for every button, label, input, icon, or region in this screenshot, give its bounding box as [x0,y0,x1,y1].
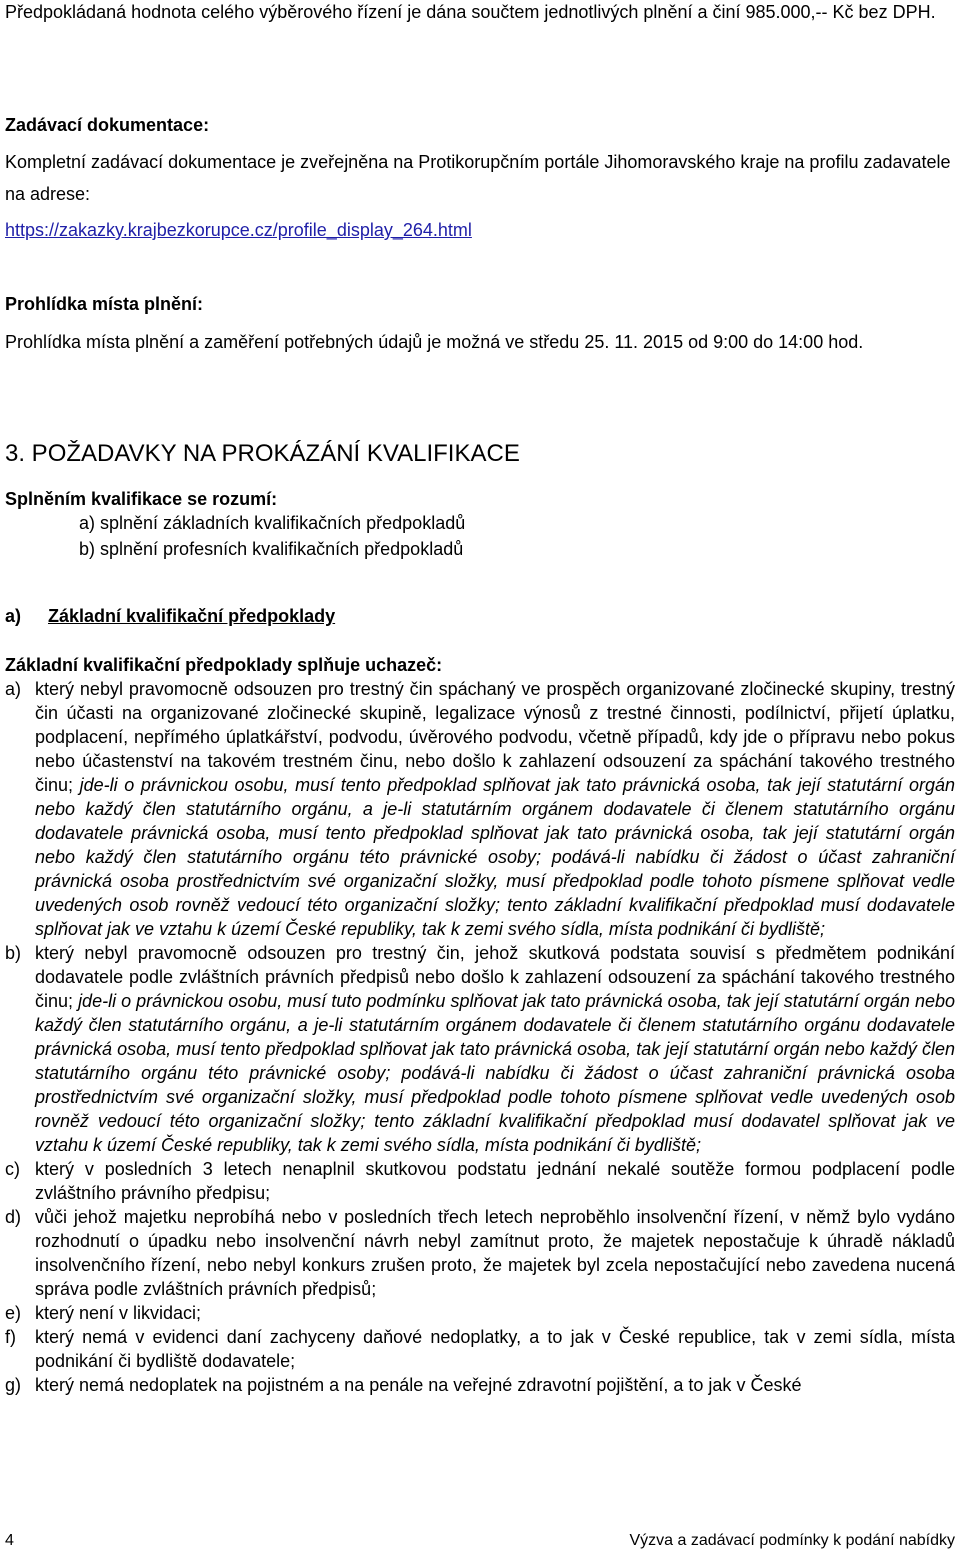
list-item-text: který nemá nedoplatek na pojistném a na penále na veřejné zdravotní pojištění, a to jak v České [35,1375,802,1395]
list-item-text: který nebyl pravomocně odsouzen pro trestný čin spáchaný ve prospěch organizované zločinecké skupiny, trestný čin účasti na organizované zločinecké skupině, legalizace výnosů z trestné činnosti, podílnictví, přijetí úplatku, podplacení, nepřímého úplatkářství, podvodu, úvěrového podvodu, včetně případů, kdy jde o přípravu nebo pokus nebo účastenství na takovém trestném činu, nebo došlo k zahlazení odsouzení za spáchání takového trestného činu; [35,679,955,795]
requirement-f [5,1325,955,1373]
profile-link[interactable]: https://zakazky.krajbezkorupce.cz/profile_display_264.html [5,220,472,240]
footer-doc-title: Výzva a zadávací podmínky k podání nabídky [629,1532,955,1549]
list-item-label: g) [5,1375,22,1395]
subsection-lead: Základní kvalifikační předpoklady splňuje uchazeč: [5,655,443,675]
summary-item-a: a) splnění základních kvalifikačních předpokladů [79,513,466,533]
zadavaci-heading [5,115,209,136]
requirements-list [5,677,955,1397]
requirement-b [5,941,955,1157]
requirement-d [5,1205,955,1301]
intro-paragraph: Předpokládaná hodnota celého výběrového řízení je dána součtem jednotlivých plnění a činí 985.000,-- Kč bez DPH. [5,2,936,22]
list-item-text: který v posledních 3 letech nenaplnil skutkovou podstatu jednání nekalé soutěže formou podplacení podle zvláštního právního předpisu; [35,1159,955,1203]
list-item-italic: jde-li o právnickou osobu, musí tento předpoklad splňovat jak tato právnická osoba, tak její statutární orgán nebo každý člen statutárního orgánu, a je-li statutárním orgánem dodavatele či členem statutárního orgánu dodavatele právnická osoba, musí tento předpoklad splňovat jak tato právnická osoba, tak její statutární orgán nebo každý člen statutárního orgánu této právnické osoby; podává-li nabídku či žádost o účast zahraniční právnická osoba prostřednictvím své organizační složky, musí předpoklad podle tohoto písmene splňovat vedle uvedených osob rovněž vedoucí této organizační složky; tento základní kvalifikační předpoklad musí dodavatele splňovat jak ve vztahu k území České republiky, tak k zemi svého sídla, místa podnikání či bydliště; [35,775,955,939]
list-item-label: a) [5,679,22,699]
list-item-label: b) [5,943,22,963]
list-item-label: d) [5,1207,22,1227]
prohlidka-heading: Prohlídka místa plnění: [5,294,204,314]
qualification-summary-list [79,510,465,562]
requirement-g [5,1373,955,1397]
zadavaci-text: Kompletní zadávací dokumentace je zveřejněna na Protikorupčním portále Jihomoravského kraje na profilu zadavatele na adrese: [5,152,951,204]
requirement-c [5,1157,955,1205]
requirement-a [5,677,955,941]
requirement-e [5,1301,955,1325]
section-title: 3. POŽADAVKY NA PROKÁZÁNÍ KVALIFIKACE [5,440,520,467]
list-item-text: který nemá v evidenci daní zachyceny daňové nedoplatky, a to jak v České republice, tak v zemi sídla, místa podnikání či bydliště dodavatele; [35,1327,955,1371]
list-item-label: e) [5,1303,22,1323]
summary-item-b: b) splnění profesních kvalifikačních předpokladů [79,539,464,559]
zadavaci-heading-text: Zadávací dokumentace: [5,115,210,135]
list-item-text: vůči jehož majetku neprobíhá nebo v posledních třech letech neproběhlo insolvenční řízení, v němž bylo vydáno rozhodnutí o úpadku nebo insolvenční návrh nebyl zamítnut proto, že majetek nepostačuje k úhradě nákladů insolvenčního řízení, nebo nebyl konkurs zrušen proto, že majetek byl zcela nepostačující nebo zavedena nucená správa podle zvláštních právních předpisů; [35,1207,955,1299]
section-intro-heading: Splněním kvalifikace se rozumí: [5,489,278,509]
list-item-label: c) [5,1159,20,1179]
prohlidka-text: Prohlídka místa plnění a zaměření potřebných údajů je možná ve středu 25. 11. 2015 od 9:00 do 14:00 hod. [5,332,864,352]
subsection-label: a) [5,606,22,626]
page-number: 4 [5,1532,14,1549]
subsection-title: Základní kvalifikační předpoklady [48,606,336,626]
list-item-text: který není v likvidaci; [35,1303,202,1323]
list-item-italic: jde-li o právnickou osobu, musí tuto podmínku splňovat jak tato právnická osoba, tak její statutární orgán nebo každý člen statutárního orgánu, a je-li statutárním orgánem dodavatele či členem statutárního orgánu dodavatele právnická osoba, musí tento předpoklad splňovat jak tato právnická osoba, tak její statutární orgán nebo každý člen statutárního orgánu této právnické osoby; podává-li nabídku či žádost o účast zahraniční právnická osoba prostřednictvím své organizační složky, musí předpoklad podle tohoto písmene splňovat vedle uvedených osob rovněž vedoucí této organizační složky; tento základní kvalifikační předpoklad musí dodavatel splňovat jak ve vztahu k území České republiky, tak k zemi svého sídla, místa podnikání či bydliště; [35,991,955,1155]
list-item-label: f) [5,1327,16,1347]
list-item-text: který nebyl pravomocně odsouzen pro trestný čin, jehož skutková podstata souvisí s předmětem podnikání dodavatele podle zvláštních právních předpisů nebo došlo k zahlazení odsouzení za spáchání takového trestného činu; [35,943,955,1011]
